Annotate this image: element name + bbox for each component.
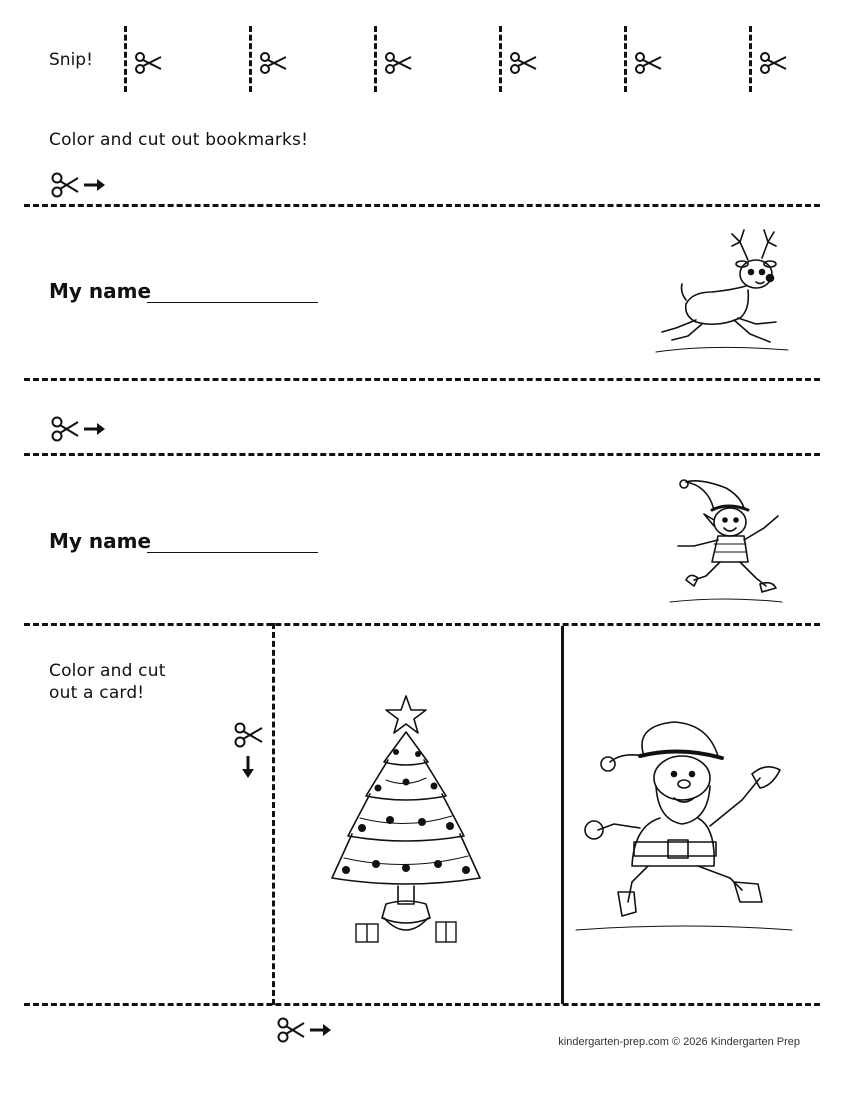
scissors-icon: [509, 52, 537, 74]
santa-illustration: [574, 716, 794, 936]
vertical-cut-line: [624, 26, 627, 92]
snip-guide: [749, 26, 789, 92]
snip-guide: [624, 26, 664, 92]
horizontal-cut-line: [24, 204, 820, 207]
elf-illustration: [664, 470, 788, 610]
name-write-line: [147, 552, 318, 553]
scissors-icon: [259, 52, 287, 74]
horizontal-cut-line: [24, 378, 820, 381]
scissors-icon: [759, 52, 787, 74]
scissors-icon: [384, 52, 412, 74]
christmas-tree-illustration: [326, 692, 486, 952]
scissors-arrow-down-icon: [234, 722, 266, 782]
snip-guide: [249, 26, 289, 92]
scissors-arrow-right-icon: [50, 416, 108, 442]
vertical-cut-line: [749, 26, 752, 92]
vertical-cut-line: [249, 26, 252, 92]
snip-guide: [499, 26, 539, 92]
snip-label: Snip!: [49, 50, 93, 70]
name-label: My name: [49, 529, 152, 553]
card-heading: Color and cut out a card!: [49, 661, 166, 703]
vertical-cut-line: [374, 26, 377, 92]
vertical-cut-line: [499, 26, 502, 92]
bookmarks-heading: Color and cut out bookmarks!: [49, 130, 309, 150]
horizontal-cut-line: [24, 453, 820, 456]
snip-guide: [374, 26, 414, 92]
scissors-arrow-right-icon: [50, 172, 108, 198]
horizontal-cut-line: [24, 1003, 820, 1006]
horizontal-cut-line: [24, 623, 820, 626]
scissors-icon: [134, 52, 162, 74]
name-label: My name: [49, 279, 152, 303]
name-write-line: [147, 302, 318, 303]
card-fold-line: [561, 626, 564, 1004]
scissors-icon: [634, 52, 662, 74]
vertical-cut-line: [272, 623, 275, 1005]
scissors-arrow-right-icon: [276, 1017, 334, 1043]
snip-guide: [124, 26, 164, 92]
footer-copyright: kindergarten-prep.com © 2026 Kindergarten Prep: [558, 1036, 800, 1048]
vertical-cut-line: [124, 26, 127, 92]
reindeer-illustration: [652, 220, 792, 360]
